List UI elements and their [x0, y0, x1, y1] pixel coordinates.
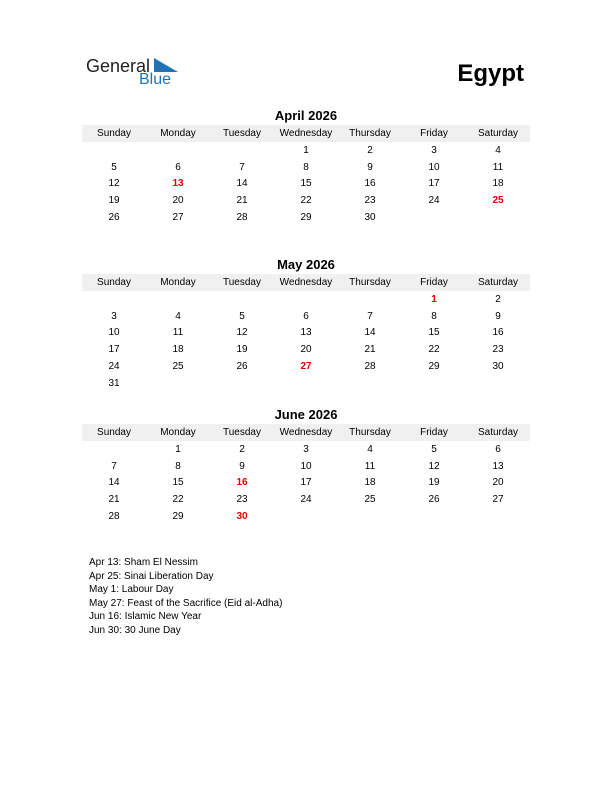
day-cell — [146, 291, 210, 308]
day-cell: 27 — [300, 361, 312, 373]
day-cell: 25 — [492, 195, 504, 207]
day-cell: 10 — [300, 460, 312, 472]
day-cell: 21 — [364, 344, 376, 356]
day-cell: 8 — [303, 161, 309, 173]
day-cell: 5 — [111, 161, 117, 173]
day-cell: 10 — [428, 161, 440, 173]
week-row — [82, 441, 530, 458]
day-cell: 23 — [364, 195, 376, 207]
month-calendar — [82, 406, 530, 525]
day-cell: 28 — [364, 361, 376, 373]
day-cell: 26 — [108, 212, 120, 224]
day-cell: 18 — [492, 178, 504, 190]
week-row — [82, 176, 530, 193]
day-cell — [274, 375, 338, 392]
weekday-header: Thursday — [338, 424, 402, 441]
day-cell: 4 — [495, 144, 501, 156]
day-cell — [274, 291, 338, 308]
day-cell — [338, 375, 402, 392]
calendar-grid — [82, 125, 530, 226]
week-row — [82, 142, 530, 159]
weekday-header: Sunday — [82, 125, 146, 142]
weekday-header: Saturday — [466, 274, 530, 291]
day-cell: 30 — [492, 361, 504, 373]
day-cell: 2 — [239, 443, 245, 455]
day-cell — [402, 508, 466, 525]
weekday-header: Thursday — [338, 125, 402, 142]
day-cell — [466, 209, 530, 226]
day-cell: 17 — [300, 477, 312, 489]
day-cell: 30 — [236, 511, 248, 523]
day-cell: 22 — [428, 344, 440, 356]
weekday-header: Monday — [146, 125, 210, 142]
weekday-header: Thursday — [338, 274, 402, 291]
day-cell — [146, 375, 210, 392]
holiday-list-item: May 27: Feast of the Sacrifice (Eid al-Adha) — [89, 597, 283, 609]
day-cell: 3 — [431, 144, 437, 156]
holiday-list-item: Apr 13: Sham El Nessim — [89, 557, 198, 568]
calendar-grid — [82, 274, 530, 392]
weekday-header: Tuesday — [210, 424, 274, 441]
weekday-header: Sunday — [82, 274, 146, 291]
day-cell: 22 — [300, 195, 312, 207]
day-cell: 9 — [495, 310, 501, 322]
day-cell: 6 — [175, 161, 181, 173]
day-cell: 11 — [492, 161, 504, 173]
day-cell: 16 — [492, 327, 504, 339]
month-calendar — [82, 256, 530, 392]
day-cell: 18 — [172, 344, 184, 356]
day-cell: 12 — [236, 327, 248, 339]
day-cell: 6 — [303, 310, 309, 322]
day-cell: 7 — [367, 310, 373, 322]
month-title: April 2026 — [274, 108, 338, 123]
month-title: June 2026 — [274, 407, 338, 422]
day-cell: 24 — [108, 361, 120, 373]
day-cell: 1 — [175, 443, 181, 455]
week-row — [82, 375, 530, 392]
week-row — [82, 508, 530, 525]
day-cell: 25 — [364, 494, 376, 506]
day-cell: 21 — [236, 195, 248, 207]
day-cell: 17 — [108, 344, 120, 356]
weekday-header: Sunday — [82, 424, 146, 441]
day-cell — [274, 508, 338, 525]
week-row — [82, 341, 530, 358]
weekday-header: Monday — [146, 424, 210, 441]
weekday-header: Wednesday — [274, 424, 338, 441]
day-cell: 30 — [364, 212, 376, 224]
holiday-list — [89, 556, 282, 638]
weekday-header-row — [82, 125, 530, 142]
day-cell: 19 — [428, 477, 440, 489]
day-cell: 8 — [431, 310, 437, 322]
weekday-header-row — [82, 274, 530, 291]
country-title: Egypt — [457, 60, 524, 87]
weekday-header-row — [82, 424, 530, 441]
month-title: May 2026 — [277, 257, 335, 272]
day-cell: 28 — [236, 212, 248, 224]
week-row — [82, 291, 530, 308]
day-cell — [210, 291, 274, 308]
week-row — [82, 209, 530, 226]
day-cell: 15 — [428, 327, 440, 339]
day-cell — [82, 142, 146, 159]
weekday-header: Friday — [402, 424, 466, 441]
day-cell: 14 — [364, 327, 376, 339]
logo-blue-text: Blue — [139, 71, 172, 88]
day-cell: 3 — [303, 443, 309, 455]
day-cell: 19 — [108, 195, 120, 207]
weekday-header: Friday — [402, 274, 466, 291]
week-row — [82, 458, 530, 475]
day-cell — [402, 375, 466, 392]
day-cell: 11 — [364, 460, 376, 472]
day-cell — [466, 508, 530, 525]
day-cell: 6 — [495, 443, 501, 455]
holiday-list-item: Jun 30: 30 June Day — [89, 624, 181, 636]
day-cell: 11 — [172, 327, 184, 339]
day-cell: 10 — [108, 327, 120, 339]
day-cell: 18 — [364, 477, 376, 489]
day-cell — [338, 291, 402, 308]
day-cell: 31 — [108, 377, 120, 389]
day-cell: 23 — [492, 344, 504, 356]
week-row — [82, 308, 530, 325]
day-cell — [146, 142, 210, 159]
weekday-header: Tuesday — [210, 274, 274, 291]
weekday-header: Wednesday — [274, 125, 338, 142]
day-cell: 7 — [239, 161, 245, 173]
week-row — [82, 325, 530, 342]
day-cell: 14 — [236, 178, 248, 190]
calendar-grid — [82, 424, 530, 525]
day-cell — [82, 291, 146, 308]
day-cell: 25 — [172, 361, 184, 373]
day-cell: 15 — [172, 477, 184, 489]
day-cell: 1 — [431, 293, 437, 305]
day-cell — [466, 375, 530, 392]
day-cell: 4 — [175, 310, 181, 322]
week-row — [82, 475, 530, 492]
day-cell: 20 — [492, 477, 504, 489]
day-cell: 13 — [172, 178, 184, 190]
day-cell: 28 — [108, 511, 120, 523]
day-cell — [338, 508, 402, 525]
day-cell: 14 — [108, 477, 120, 489]
day-cell: 29 — [172, 511, 184, 523]
logo-general-text: General — [86, 56, 151, 76]
weekday-header: Saturday — [466, 125, 530, 142]
day-cell — [82, 441, 146, 458]
generalblue-logo — [86, 56, 186, 92]
weekday-header: Wednesday — [274, 274, 338, 291]
day-cell: 15 — [300, 178, 312, 190]
weekday-header: Friday — [402, 125, 466, 142]
day-cell: 29 — [300, 212, 312, 224]
day-cell — [210, 375, 274, 392]
week-row — [82, 358, 530, 375]
day-cell: 4 — [367, 443, 373, 455]
day-cell: 5 — [431, 443, 437, 455]
weekday-header: Saturday — [466, 424, 530, 441]
weekday-header: Monday — [146, 274, 210, 291]
day-cell: 27 — [172, 212, 184, 224]
day-cell: 24 — [428, 195, 440, 207]
holiday-list-item: Apr 25: Sinai Liberation Day — [89, 570, 214, 582]
day-cell: 7 — [111, 460, 117, 472]
day-cell: 22 — [172, 494, 184, 506]
day-cell: 3 — [111, 310, 117, 322]
day-cell: 19 — [236, 344, 248, 356]
day-cell: 29 — [428, 361, 440, 373]
week-row — [82, 159, 530, 176]
day-cell: 16 — [364, 178, 376, 190]
day-cell: 20 — [172, 195, 184, 207]
day-cell: 8 — [175, 460, 181, 472]
day-cell: 24 — [300, 494, 312, 506]
day-cell — [210, 142, 274, 159]
month-calendar — [82, 107, 530, 226]
day-cell: 27 — [492, 494, 504, 506]
day-cell: 2 — [367, 144, 373, 156]
day-cell: 26 — [236, 361, 248, 373]
day-cell: 5 — [239, 310, 245, 322]
day-cell: 17 — [428, 178, 440, 190]
day-cell: 23 — [236, 494, 248, 506]
day-cell: 2 — [495, 293, 501, 305]
day-cell — [402, 209, 466, 226]
holiday-list-item: May 1: Labour Day — [89, 584, 174, 596]
logo-triangle-icon — [154, 58, 178, 72]
holiday-list-item: Jun 16: Islamic New Year — [89, 611, 202, 623]
day-cell: 20 — [300, 344, 312, 356]
day-cell: 21 — [108, 494, 120, 506]
day-cell: 12 — [428, 460, 440, 472]
weekday-header: Tuesday — [210, 125, 274, 142]
day-cell: 13 — [300, 327, 312, 339]
day-cell: 9 — [367, 161, 373, 173]
day-cell: 26 — [428, 494, 440, 506]
day-cell: 1 — [303, 144, 309, 156]
day-cell: 9 — [239, 460, 245, 472]
week-row — [82, 491, 530, 508]
day-cell: 13 — [492, 460, 504, 472]
day-cell: 12 — [108, 178, 120, 190]
week-row — [82, 192, 530, 209]
day-cell: 16 — [236, 477, 248, 489]
